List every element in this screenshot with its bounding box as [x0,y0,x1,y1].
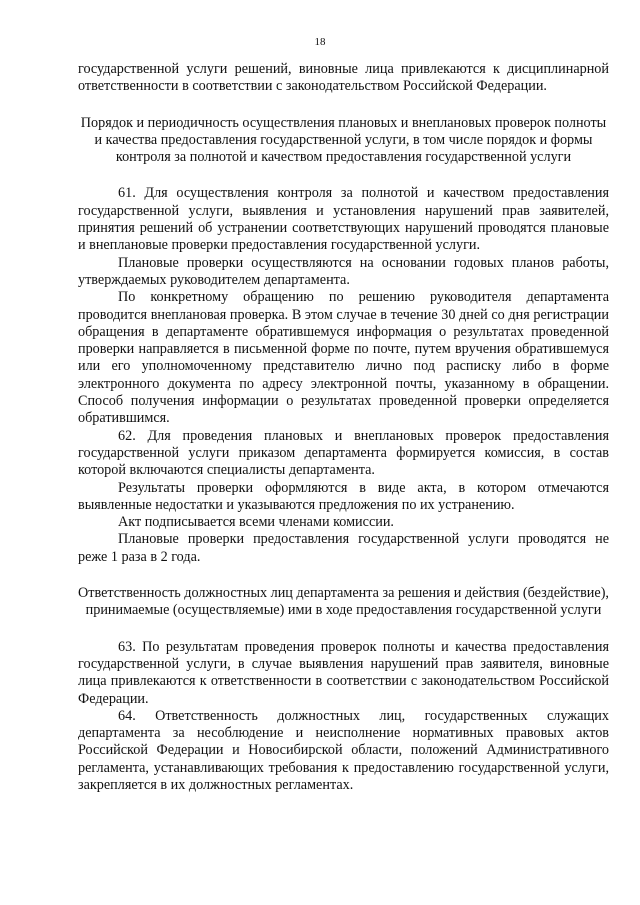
paragraph-62-frequency: Плановые проверки предоставления государственной услуги проводятся не реже 1 раза в 2 года. [78,531,609,565]
spacer [78,96,609,115]
spacer [78,566,609,585]
document-body [78,61,609,794]
paragraph-62: 62. Для проведения плановых и внеплановых проверок предоставления государственной услуги приказом департамента формируется комиссия, в состав которой включаются специалисты департамента. [78,427,609,479]
paragraph-62-results: Результаты проверки оформляются в виде акта, в котором отмечаются выявленные недостатки и указываются предложения по их устранению. [78,479,609,513]
spacer [78,620,609,639]
paragraph-61-unplanned: По конкретному обращению по решению руководителя департамента проводится внеплановая проверка. В этом случае в течение 30 дней со дня регистрации обращения в департаменте обратившемуся информация о результатах проведенной проверки направляется в письменной форме по почте, путем вручения обратившемуся или его уполномоченному представителю лично под расписку либо в форме электронного документа по адресу электронной почты, указанному в обращении. Способ получения информации о результатах проведенной проверки определяется обратившимся. [78,289,609,427]
page-number: 18 [314,36,326,48]
section-heading-responsibility: Ответственность должностных лиц департамента за решения и действия (бездействие), принимаемые (осуществляемые) ими в ходе предоставления государственной услуги [78,585,609,619]
section-heading-inspections: Порядок и периодичность осуществления плановых и внеплановых проверок полноты и качества предоставления государственной услуги, в том числе порядок и формы контроля за полнотой и качеством предоставления государственной услуги [80,114,607,166]
paragraph-64: 64. Ответственность должностных лиц, государственных служащих департамента за несоблюдение и неисполнение нормативных правовых актов Российской Федерации и Новосибирской области, положений Административного регламента, устанавливающих требования к предоставлению государственной услуги, закрепляется в их должностных регламентах. [78,707,609,793]
paragraph-63: 63. По результатам проведения проверок полноты и качества предоставления государственной услуги, в случае выявления нарушений прав заявителя, виновные лица привлекаются к ответственности в соответствии с законодательством Российской Федерации. [78,638,609,707]
paragraph-62-signed: Акт подписывается всеми членами комиссии. [118,514,394,531]
spacer [78,166,609,185]
intro-paragraph: государственной услуги решений, виновные лица привлекаются к дисциплинарной ответственности в соответствии с законодательством Российской Федерации. [78,61,609,95]
paragraph-61: 61. Для осуществления контроля за полнотой и качеством предоставления государственной услуги, выявления и установления нарушений прав заявителей, принятия решений об устранении соответствующих нарушений проводятся плановые и внеплановые проверки предоставления государственной услуги. [78,185,609,254]
paragraph-61-planned: Плановые проверки осуществляются на основании годовых планов работы, утверждаемых руководителем департамента. [78,254,609,288]
